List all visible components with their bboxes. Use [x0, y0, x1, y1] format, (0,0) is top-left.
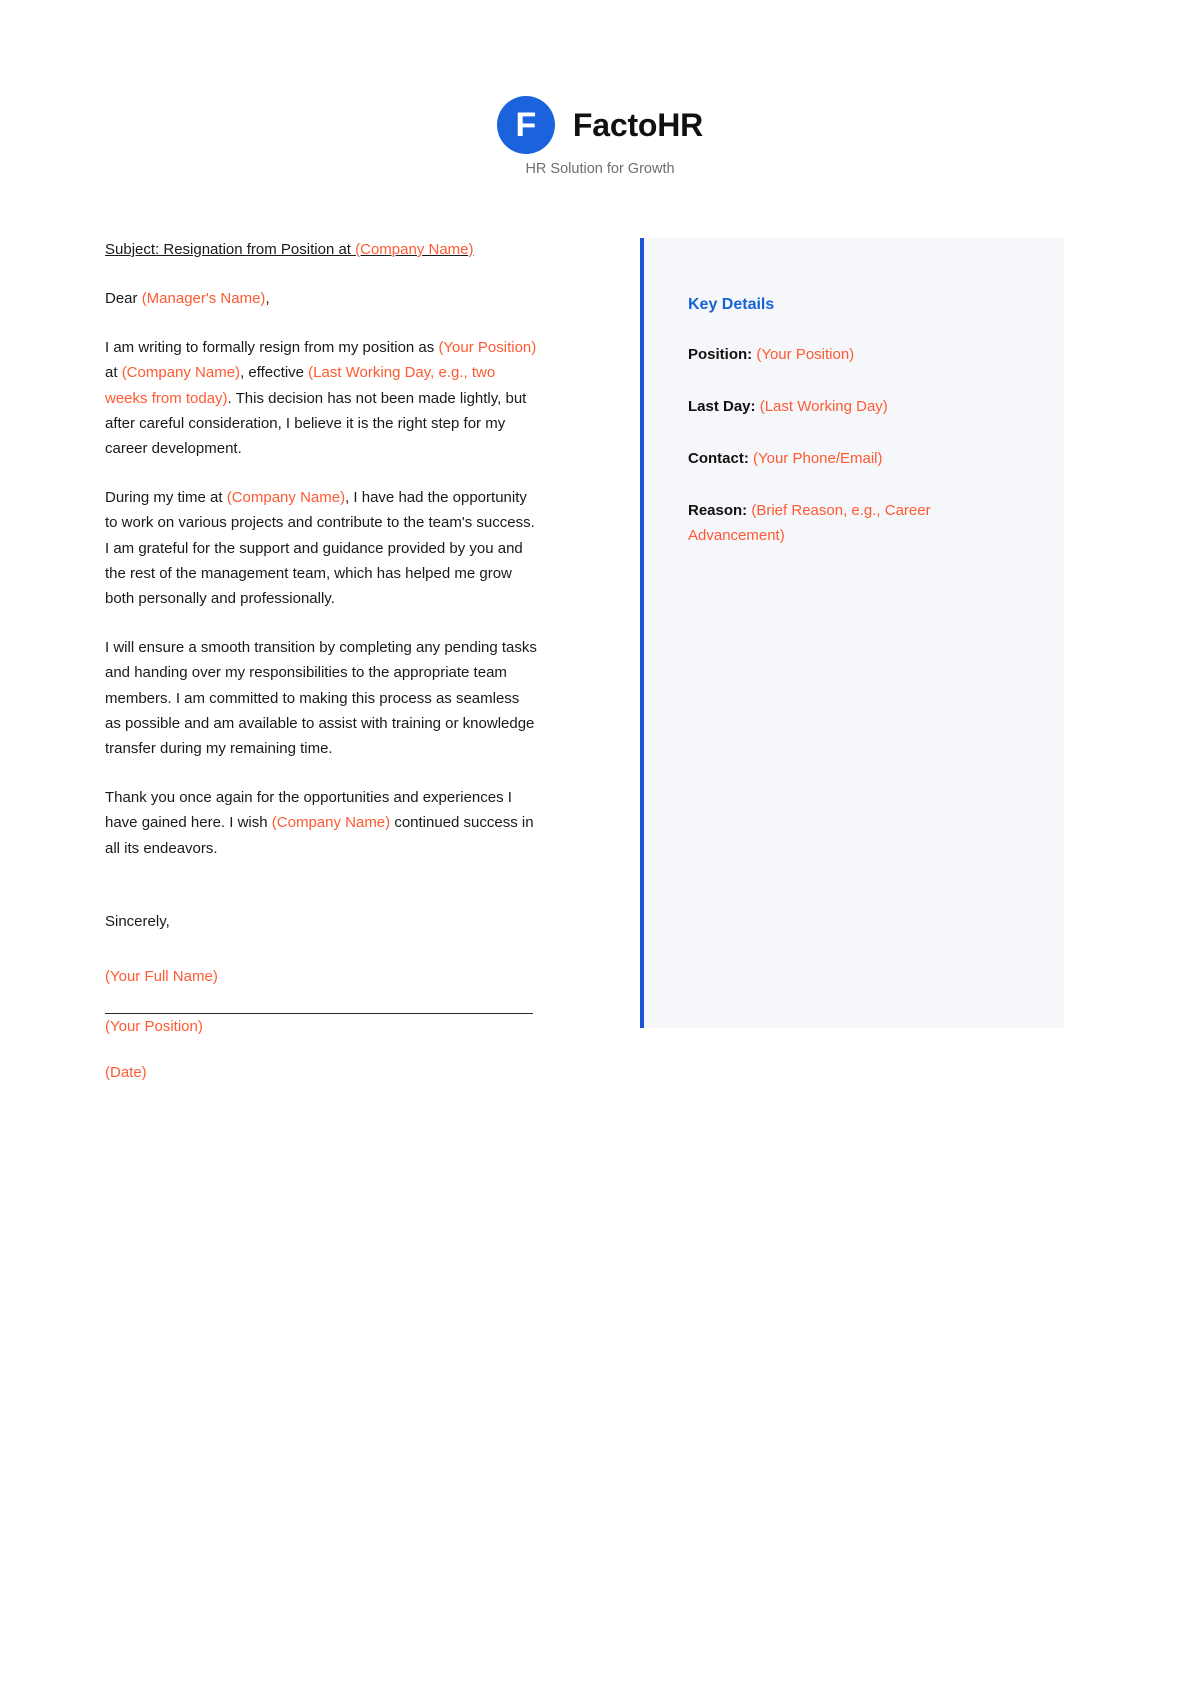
signature-position: (Your Position)	[105, 1018, 203, 1036]
paragraph-4	[105, 785, 537, 861]
salutation	[105, 286, 537, 311]
brand-header	[0, 96, 1200, 177]
p4-text-b: continued success in all its endeavors.	[105, 814, 534, 857]
closing-line: Sincerely,	[105, 912, 170, 930]
salutation-static-text: Dear	[105, 290, 142, 307]
subject-static-text: Subject: Resignation from Position at	[105, 241, 356, 258]
key-label-last-day: Last Day:	[688, 398, 756, 415]
key-detail-row-reason	[688, 498, 1024, 548]
p2-text-b: , I have had the opportunity to work on various projects and contribute to the team's success. I am grateful for the support and guidance provided by you and the rest of the management team, which has helped me grow both personally and professionally.	[105, 489, 535, 608]
p1-text-a: I am writing to formally resign from my position as	[105, 339, 439, 357]
factohr-logo-icon: F	[497, 96, 555, 154]
key-label-contact: Contact:	[688, 450, 749, 467]
key-label-position: Position:	[688, 346, 753, 363]
key-value-last-day: (Last Working Day)	[759, 398, 888, 415]
paragraph-2	[105, 485, 537, 611]
signature-rule	[105, 1013, 533, 1014]
key-detail-row-last-day	[688, 394, 1024, 419]
brand-row	[497, 96, 703, 154]
brand-name: FactoHR	[572, 106, 704, 143]
p1-position-placeholder: (Your Position)	[438, 339, 537, 357]
paragraph-1	[105, 335, 537, 461]
subject-line	[105, 238, 537, 262]
p1-text-c: , effective	[240, 364, 309, 382]
signature-date: (Date)	[105, 1064, 147, 1082]
brand-tagline: HR Solution for Growth	[525, 161, 675, 177]
key-value-reason: (Brief Reason, e.g., Career Advancement)	[688, 502, 931, 544]
p1-lastday-placeholder: (Last Working Day, e.g., two weeks from today)	[105, 364, 496, 407]
subject-company-placeholder: (Company Name)	[355, 241, 474, 258]
salutation-manager-placeholder: (Manager's Name)	[141, 290, 266, 307]
p1-text-b: at	[105, 364, 122, 382]
p2-company-placeholder: (Company Name)	[226, 489, 346, 507]
key-detail-row-contact	[688, 446, 1024, 471]
p1-company-placeholder: (Company Name)	[121, 364, 241, 382]
p4-company-placeholder: (Company Name)	[271, 814, 391, 832]
salutation-comma: ,	[265, 290, 270, 307]
resignation-letter	[105, 238, 537, 1108]
key-details-panel	[640, 238, 1064, 1028]
p1-text-d: . This decision has not been made lightly, but after careful consideration, I believe it is the right step for my career development.	[105, 389, 527, 458]
key-value-position: (Your Position)	[756, 346, 855, 363]
key-detail-row-position	[688, 342, 1024, 367]
document-body	[0, 238, 1200, 1108]
key-details-title: Key Details	[688, 296, 775, 313]
key-value-contact: (Your Phone/Email)	[753, 450, 883, 467]
p4-text-a: Thank you once again for the opportunities and experiences I have gained here. I wish	[105, 789, 512, 832]
signature-full-name: (Your Full Name)	[105, 968, 218, 986]
key-label-reason: Reason:	[688, 502, 748, 519]
p2-text-a: During my time at	[105, 489, 227, 507]
paragraph-3: I will ensure a smooth transition by completing any pending tasks and handing over my responsibilities to the appropriate team members. I am committed to making this process as seamless as possible and am available to assist with training or knowledge transfer during my remaining time.	[105, 639, 537, 758]
